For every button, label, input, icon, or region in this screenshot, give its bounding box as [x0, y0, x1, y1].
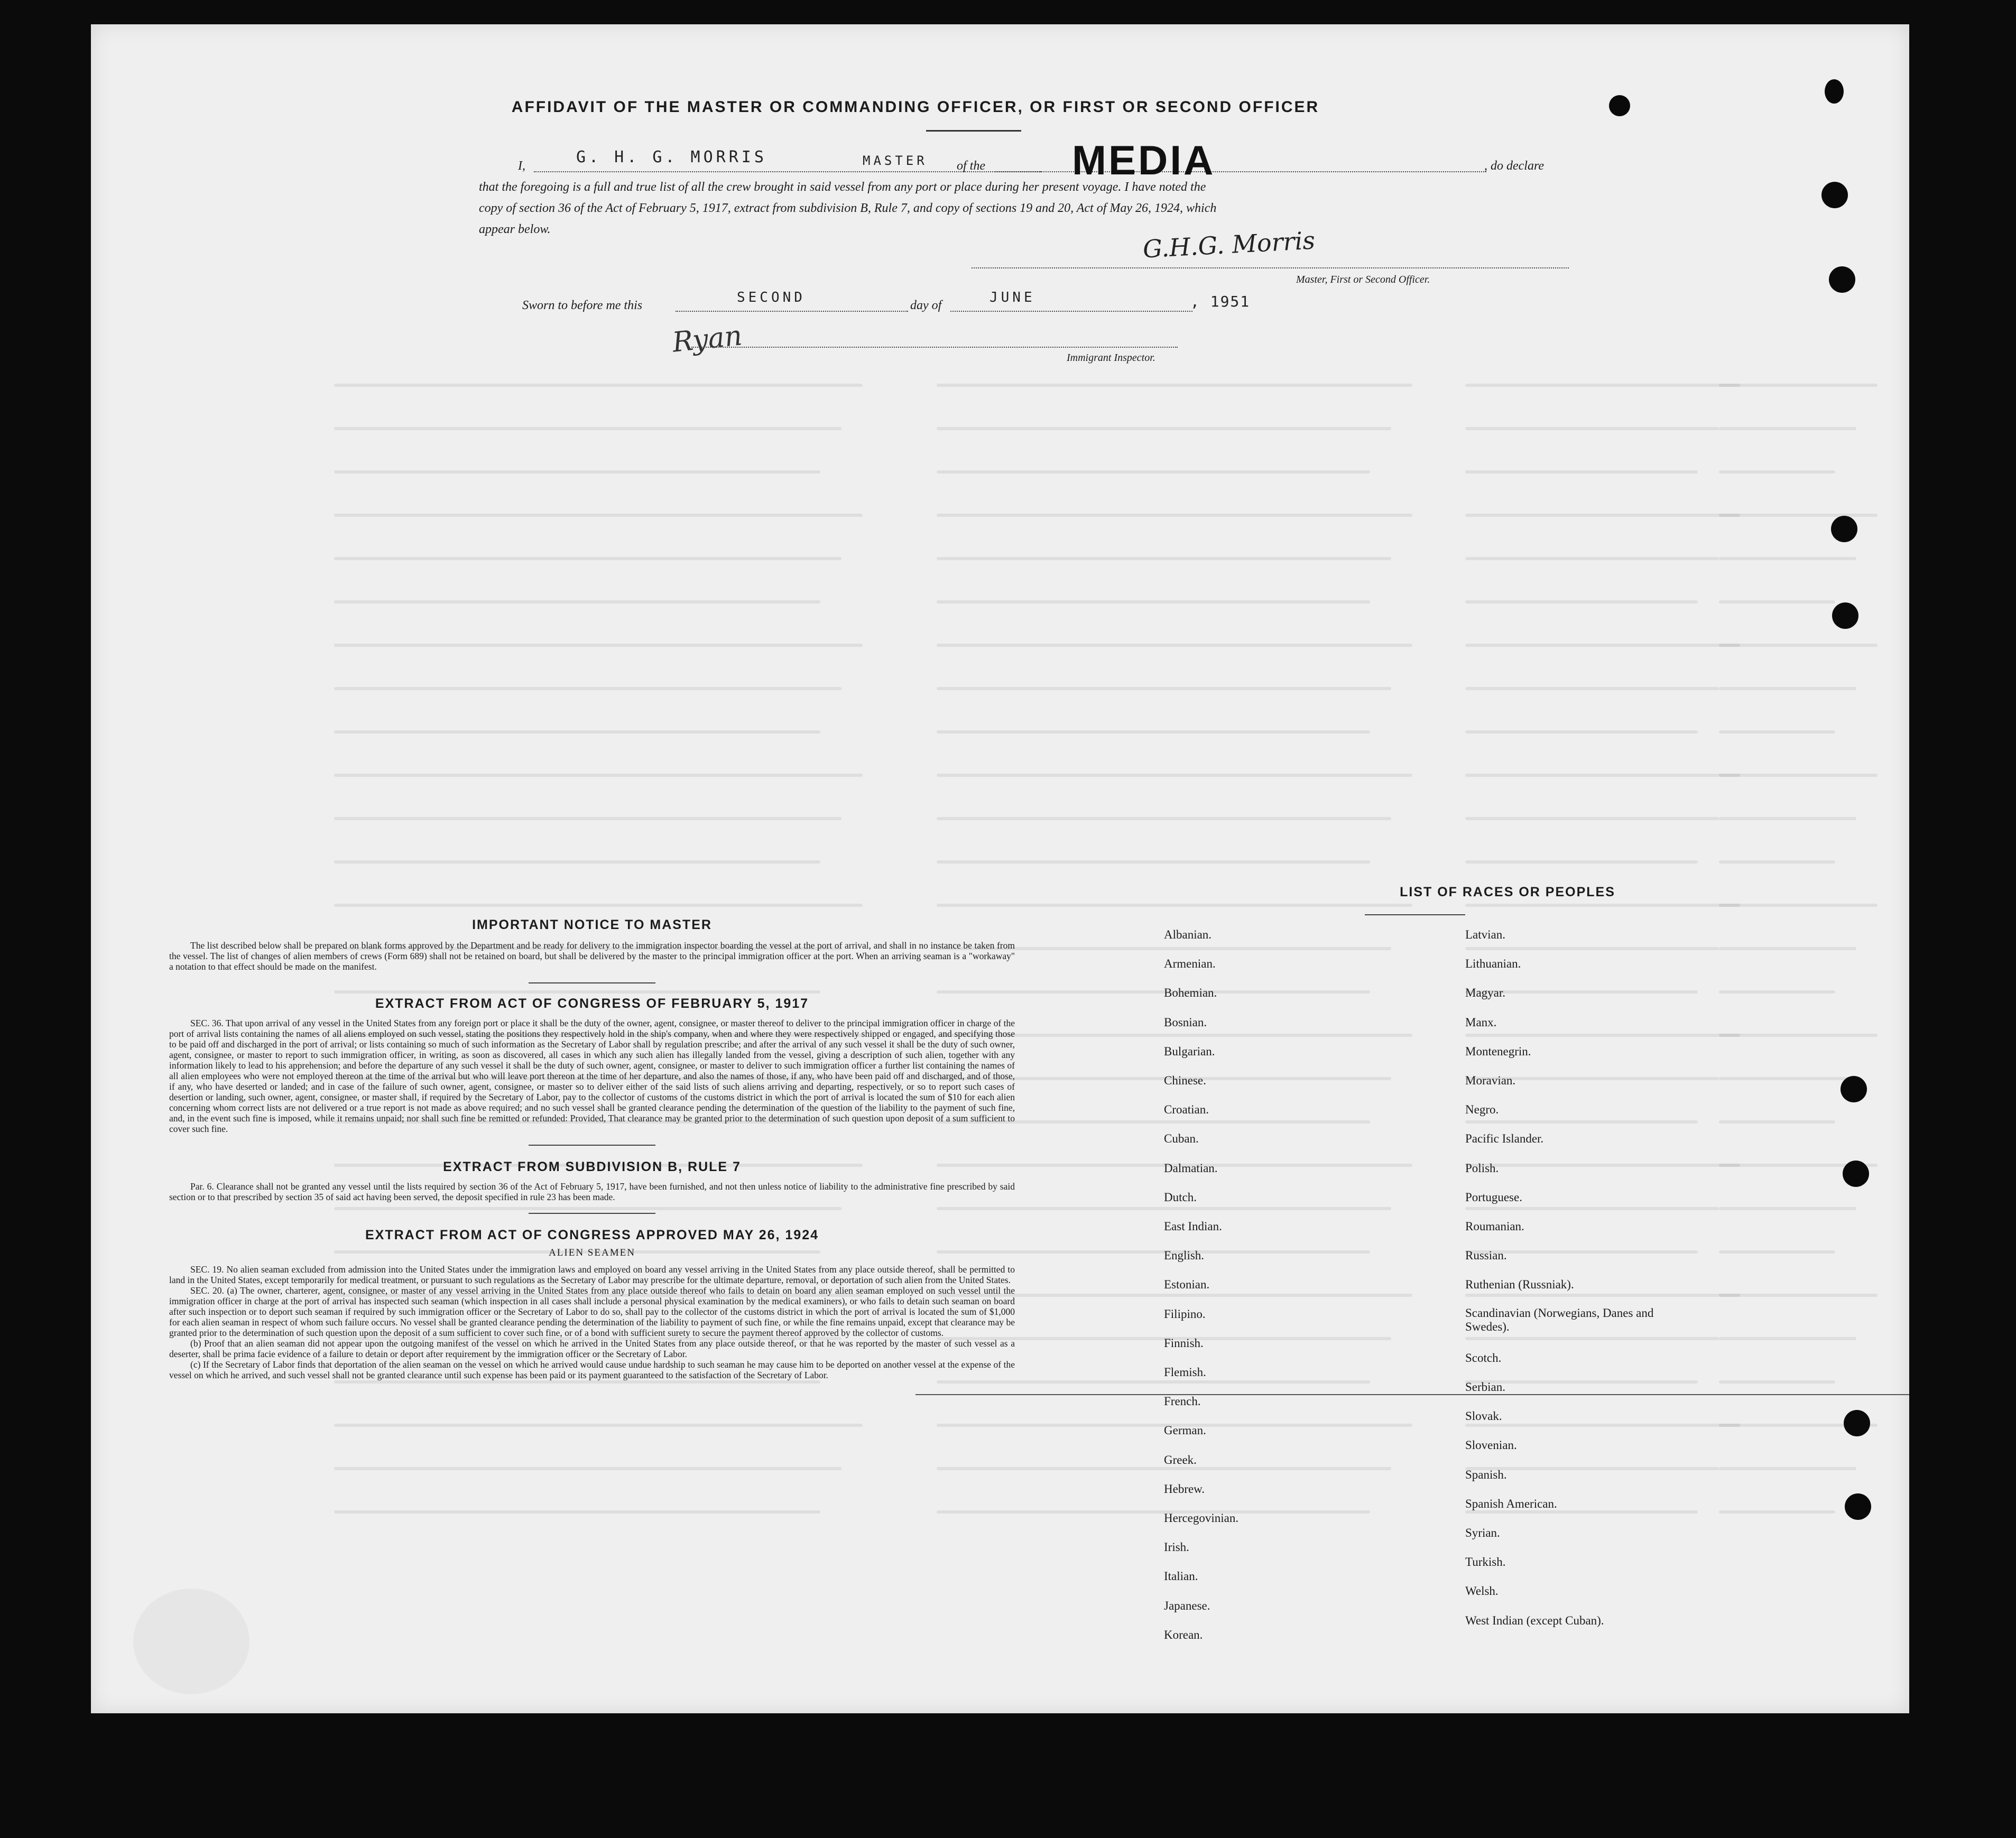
- bleed-through-mark: [1465, 600, 1698, 604]
- master-signature: G.H.G. Morris: [1142, 226, 1316, 264]
- bleed-through-mark: [1719, 1120, 1835, 1124]
- race-item: Spanish.: [1465, 1468, 1507, 1481]
- bleed-through-mark: [937, 1510, 1370, 1514]
- stray-rule: [915, 1394, 1909, 1395]
- sec-20b-paragraph: (b) Proof that an alien seaman did not appear upon the outgoing manifest of the vessel on which he arrived in the United States from any place outside thereof, or that he was reported by the master of such vessel as a deserter, shall be prima facie evidence of a failure to detain or deport after requirement by the immigration officer or the Secretary of Labor.: [169, 1338, 1015, 1359]
- bleed-through-mark: [1465, 1034, 1740, 1037]
- document-page: [91, 24, 1909, 1713]
- bleed-through-mark: [1719, 904, 1878, 907]
- bleed-through-mark: [1465, 1337, 1719, 1340]
- bleed-through-mark: [334, 1380, 820, 1384]
- sec-20a-paragraph: SEC. 20. (a) The owner, charterer, agent, consignee, or master of any vessel arriving in the United States from any place outside thereof who fails to detain on board any alien seaman employed on such vessel until the immigration officer in charge at the port of arrival has inspected such seaman (which inspection in all cases shall include a personal physical examination by the medical examiners), or who fails to detain such seaman on board after such inspection or to deport such seaman if required by such immigration officer or the Secretary of Labor to do so, shall pay to the collector of the customs district in which the port of arrival is located the sum of $1,000 for each alien seaman in respect of whom such failure occurs. No vessel shall be granted clearance pending the determination of the liability to payment of such fine, or while the fine remains unpaid, except that clearance may be granted prior to the determination of such question upon the deposit of a sum sufficient to cover such fine, or of a bond with sufficient surety to secure the payment thereof approved by the collector of customs.: [169, 1285, 1015, 1338]
- race-item: Negro.: [1465, 1103, 1499, 1117]
- bleed-through-mark: [1719, 1510, 1835, 1514]
- bleed-through-mark: [1719, 730, 1835, 734]
- punch-hole: [1609, 95, 1630, 116]
- bleed-through-mark: [1719, 1077, 1856, 1080]
- bleed-through-mark: [937, 687, 1391, 690]
- race-item: Estonian.: [1164, 1278, 1210, 1292]
- bleed-through-mark: [1719, 947, 1856, 950]
- divider: [529, 982, 655, 983]
- race-item: Roumanian.: [1465, 1220, 1524, 1233]
- bleed-through-mark: [334, 860, 820, 864]
- bleed-through-mark: [334, 600, 820, 604]
- extract-rule7-body: [169, 1181, 1015, 1202]
- bleed-through-mark: [937, 600, 1370, 604]
- race-item: Filipino.: [1164, 1307, 1206, 1321]
- race-item: Chinese.: [1164, 1074, 1206, 1087]
- day-of-label: day of: [910, 299, 942, 312]
- race-item: Welsh.: [1465, 1584, 1499, 1598]
- race-item: Moravian.: [1465, 1074, 1516, 1087]
- bleed-through-mark: [1465, 644, 1740, 647]
- sworn-day-line: [676, 311, 908, 312]
- bleed-through-mark: [1719, 1034, 1878, 1037]
- bleed-through-mark: [937, 730, 1370, 734]
- race-item: Japanese.: [1164, 1599, 1210, 1612]
- race-item: Dalmatian.: [1164, 1161, 1218, 1175]
- do-declare-label: , do declare: [1484, 159, 1545, 173]
- bleed-through-mark: [334, 817, 841, 820]
- sworn-month-line: [950, 311, 1192, 312]
- bleed-through-mark: [1465, 1207, 1719, 1210]
- race-item: Armenian.: [1164, 957, 1216, 971]
- bleed-through-mark: [1465, 730, 1698, 734]
- race-item: Hebrew.: [1164, 1482, 1205, 1496]
- bleed-through-mark: [1465, 384, 1740, 387]
- race-item: Hercegovinian.: [1164, 1511, 1239, 1525]
- race-item: Albanian.: [1164, 928, 1212, 941]
- bleed-through-mark: [1719, 470, 1835, 474]
- race-item: East Indian.: [1164, 1220, 1222, 1233]
- inspector-line: [691, 347, 1178, 348]
- notice-title: IMPORTANT NOTICE TO MASTER: [472, 917, 712, 932]
- race-item: Latvian.: [1465, 928, 1505, 941]
- bleed-through-mark: [1719, 1337, 1856, 1340]
- punch-hole: [1831, 516, 1857, 542]
- extract-1924-subtitle: ALIEN SEAMEN: [549, 1247, 635, 1258]
- race-item: Greek.: [1164, 1453, 1197, 1466]
- bleed-through-mark: [1465, 687, 1719, 690]
- punch-hole: [1844, 1410, 1870, 1436]
- race-item: Polish.: [1465, 1161, 1499, 1175]
- bleed-through-mark: [1465, 1510, 1698, 1514]
- bleed-through-mark: [334, 1467, 841, 1470]
- punch-hole: [1843, 1161, 1869, 1187]
- notice-section: [169, 917, 1015, 1380]
- signature-line: [972, 267, 1569, 268]
- bleed-through-mark: [334, 644, 863, 647]
- race-item: Finnish.: [1164, 1336, 1204, 1350]
- race-item: West Indian (except Cuban).: [1465, 1613, 1604, 1627]
- bleed-through-mark: [1719, 687, 1856, 690]
- bleed-through-mark: [1465, 514, 1740, 517]
- bleed-through-mark: [937, 514, 1412, 517]
- declaration-line-2: that the foregoing is a full and true list of all the crew brought in said vessel from any port or place during her present voyage. I have noted the: [479, 180, 1206, 194]
- bleed-through-mark: [1719, 1250, 1835, 1254]
- divider: [529, 1213, 655, 1214]
- punch-hole: [1829, 266, 1855, 293]
- embossed-seal: [133, 1589, 249, 1694]
- punch-hole: [1821, 182, 1848, 208]
- extract-rule7-title: EXTRACT FROM SUBDIVISION B, RULE 7: [443, 1159, 741, 1174]
- race-item: English.: [1164, 1249, 1205, 1263]
- race-item: Montenegrin.: [1465, 1044, 1531, 1058]
- race-item: Spanish American.: [1465, 1497, 1557, 1510]
- race-item: Russian.: [1465, 1249, 1507, 1263]
- race-item: Korean.: [1164, 1628, 1203, 1641]
- bleed-through-mark: [334, 427, 841, 430]
- race-item: Portuguese.: [1465, 1190, 1522, 1204]
- bleed-through-mark: [1465, 1120, 1698, 1124]
- race-item: Syrian.: [1465, 1526, 1500, 1539]
- bleed-through-mark: [334, 1510, 820, 1514]
- punch-hole: [1841, 1076, 1867, 1102]
- bleed-through-mark: [334, 730, 820, 734]
- bleed-through-mark: [1719, 774, 1878, 777]
- sec-19-paragraph: SEC. 19. No alien seaman excluded from admission into the United States under the immigration laws and employed on board any vessel arriving in the United States from any place outside thereof, shall be permitted to land in the United States, except temporarily for medical treatment, or pursuant to such regulations as the Secretary of Labor may prescribe for the ultimate departure, removal, or deportation of such alien from the United States.: [169, 1264, 1015, 1285]
- signature-caption: Master, First or Second Officer.: [1296, 274, 1430, 285]
- bleed-through-mark: [1719, 1207, 1856, 1210]
- sworn-day: SECOND: [737, 290, 806, 305]
- race-item: French.: [1164, 1395, 1201, 1408]
- bleed-through-mark: [1465, 817, 1719, 820]
- sec-20c-paragraph: (c) If the Secretary of Labor finds that deportation of the alien seaman on the vessel on which he arrived would cause undue hardship to such seaman he may cause him to be deported on another vessel at the expense of the vessel on which he arrived, and such vessel shall not be granted clearance until such expense has been paid or its payment guaranteed to the satisfaction of the Secretary of Labor.: [169, 1359, 1015, 1380]
- vessel-name-stamp: MEDIA: [1072, 137, 1216, 183]
- race-item: Slovak.: [1465, 1409, 1502, 1423]
- bleed-through-mark: [937, 1380, 1370, 1384]
- race-item: Bulgarian.: [1164, 1044, 1215, 1058]
- i-label: I,: [518, 159, 525, 173]
- race-item: Turkish.: [1465, 1555, 1506, 1569]
- race-item: Flemish.: [1164, 1366, 1206, 1379]
- notice-paragraph: The list described below shall be prepared on blank forms approved by the Department and be ready for delivery to the immigration inspector boarding the vessel at the port of arrival, and shall in no instance be taken from the vessel. The list of changes of alien members of crews (Form 689) shall not be retained on board, but shall be delivered by the master to the principal immigration officer at the port. When an arriving seaman is a "workaway" a notation to that effect should be made on the manifest.: [169, 940, 1015, 972]
- bleed-through-mark: [1465, 427, 1719, 430]
- bleed-through-mark: [1719, 427, 1856, 430]
- title-divider: [926, 130, 1021, 132]
- bleed-through-mark: [937, 817, 1391, 820]
- race-item: Cuban.: [1164, 1132, 1199, 1146]
- bleed-through-mark: [937, 1467, 1391, 1470]
- extract-1924-title: EXTRACT FROM ACT OF CONGRESS APPROVED MAY 26, 1924: [365, 1228, 819, 1242]
- extract-1917-paragraph: SEC. 36. That upon arrival of any vessel in the United States from any foreign port or place it shall be the duty of the owner, agent, consignee, or master thereof to deliver to the principal immigration officer in charge of the port of arrival lists containing the names of all aliens employed on such vessel, stating the positions they respectively hold in the ship's company, when and where they were respectively shipped or engaged, and specifying those to be paid off and discharged in the port of arrival; or lists containing so much of such information as the Secretary of Labor shall by regulation prescribe; and after the arrival of any such vessel it shall be the duty of such owner, agent, consignee, or master to report to such immigration officer, in writing, as soon as discovered, all cases in which any such alien has illegally landed from the vessel, giving a description of such alien, together with any information likely to lead to his apprehension; and before the departure of any such vessel it shall be the duty of such owner, agent, consignee, or master to deliver to such immigration officer a further list containing the names of all alien employees who were not employed thereon at the time of the arrival but who will leave port thereon at the time of her departure, and also the names of those, if any, who have been paid off and discharged, and of those, if any, who have deserted or landed; and in case of the failure of such owner, agent, consignee, or master so to deliver either of the said lists of such aliens arriving and departing, respectively, or so to report such cases of desertion or landing, such owner, agent, consignee, or master shall, if required by the Secretary of Labor, pay to the collector of customs of the customs district in which the port of arrival is located the sum of $10 for each alien concerning whom correct lists are not delivered or a true report is not made as above required; and no such vessel shall be granted clearance pending the determination of the question of the liability to the payment of such fine, and, in the event such fine is imposed, while it remains unpaid; nor shall such fine be remitted or refunded: Provided, That clearance may be granted prior to the determination of such question upon deposit of a sum sufficient to cover such fine.: [169, 1018, 1015, 1134]
- bleed-through-mark: [1465, 774, 1740, 777]
- races-divider: [1365, 914, 1465, 915]
- bleed-through-mark: [334, 687, 841, 690]
- bleed-through-mark: [334, 470, 820, 474]
- divider: [529, 1145, 655, 1146]
- race-item: Magyar.: [1465, 986, 1506, 1000]
- sworn-month: JUNE: [989, 290, 1035, 305]
- bleed-through-mark: [334, 774, 863, 777]
- sworn-label: Sworn to before me this: [522, 299, 643, 312]
- of-the-label: of the: [957, 159, 985, 173]
- bleed-through-mark: [1719, 990, 1835, 994]
- bleed-through-mark: [937, 557, 1391, 560]
- bleed-through-mark: [1465, 860, 1698, 864]
- bleed-through-mark: [937, 774, 1412, 777]
- race-item: Scotch.: [1465, 1351, 1502, 1364]
- punch-hole: [1832, 602, 1858, 629]
- race-item: Bosnian.: [1164, 1015, 1207, 1029]
- bleed-through-mark: [1465, 1164, 1740, 1167]
- bleed-through-mark: [1719, 860, 1835, 864]
- inspector-caption: Immigrant Inspector.: [1067, 352, 1155, 364]
- bleed-through-mark: [334, 1424, 863, 1427]
- declaration-line-4: appear below.: [479, 222, 551, 236]
- affidavit-title: AFFIDAVIT OF THE MASTER OR COMMANDING OFFICER, OR FIRST OR SECOND OFFICER: [511, 98, 1320, 116]
- bleed-through-mark: [1719, 644, 1878, 647]
- declaration-line-3: copy of section 36 of the Act of February 5, 1917, extract from subdivision B, Rule 7, and copy of sections 19 and 20, Act of May 26, 1924, which: [479, 201, 1217, 215]
- bleed-through-mark: [1465, 947, 1719, 950]
- punch-hole: [1845, 1493, 1871, 1520]
- bleed-through-mark: [1719, 600, 1835, 604]
- notice-body: [169, 940, 1015, 972]
- race-item: Pacific Islander.: [1465, 1132, 1544, 1146]
- race-item: Serbian.: [1465, 1380, 1506, 1394]
- extract-1917-body: [169, 1018, 1015, 1134]
- bleed-through-mark: [1465, 470, 1698, 474]
- race-item: Manx.: [1465, 1015, 1497, 1029]
- race-item: Lithuanian.: [1465, 957, 1521, 971]
- bleed-through-mark: [1465, 904, 1740, 907]
- race-item: Bohemian.: [1164, 986, 1217, 1000]
- punch-hole: [1825, 79, 1844, 104]
- bleed-through-mark: [1465, 1294, 1740, 1297]
- bleed-through-mark: [1465, 557, 1719, 560]
- extract-1924-body: [169, 1264, 1015, 1380]
- bleed-through-mark: [937, 384, 1412, 387]
- master-name: G. H. G. MORRIS: [576, 148, 767, 166]
- bleed-through-mark: [1465, 1424, 1740, 1427]
- race-item: Italian.: [1164, 1570, 1198, 1583]
- bleed-through-mark: [937, 904, 1412, 907]
- race-item: Dutch.: [1164, 1190, 1197, 1204]
- bleed-through-mark: [1719, 384, 1878, 387]
- races-title: LIST OF RACES OR PEOPLES: [1400, 885, 1615, 899]
- bleed-through-mark: [1719, 1380, 1835, 1384]
- race-item: German.: [1164, 1424, 1206, 1437]
- bleed-through-mark: [1719, 557, 1856, 560]
- bleed-through-mark: [937, 427, 1391, 430]
- master-rank: MASTER: [863, 153, 928, 168]
- bleed-through-mark: [334, 384, 863, 387]
- bleed-through-mark: [334, 514, 863, 517]
- bleed-through-mark: [1719, 1467, 1856, 1470]
- bleed-through-mark: [1719, 1294, 1878, 1297]
- bleed-through-mark: [937, 644, 1412, 647]
- bleed-through-mark: [334, 904, 863, 907]
- race-item: Scandinavian (Norwegians, Danes and Swedes).: [1465, 1306, 1654, 1333]
- bleed-through-mark: [1719, 817, 1856, 820]
- extract-rule7-paragraph: Par. 6. Clearance shall not be granted any vessel until the lists required by section 36 of the Act of February 5, 1917, have been furnished, and not then unless notice of liability to the administrative fine prescribed by said section or to that prescribed by section 35 of said act having been served, the deposit specified in rule 23 has been made.: [169, 1181, 1015, 1202]
- bleed-through-mark: [937, 470, 1370, 474]
- sworn-year: , 1951: [1190, 293, 1251, 310]
- bleed-through-mark: [334, 557, 841, 560]
- race-item: Irish.: [1164, 1540, 1189, 1554]
- race-item: Ruthenian (Russniak).: [1465, 1278, 1574, 1292]
- vessel-line: [995, 171, 1486, 172]
- bleed-through-mark: [1719, 514, 1878, 517]
- extract-1917-title: EXTRACT FROM ACT OF CONGRESS OF FEBRUARY 5, 1917: [375, 996, 809, 1011]
- race-item: Slovenian.: [1465, 1438, 1517, 1452]
- inspector-signature: Ryan: [671, 320, 744, 359]
- bleed-through-mark: [937, 860, 1370, 864]
- race-item: Croatian.: [1164, 1103, 1209, 1117]
